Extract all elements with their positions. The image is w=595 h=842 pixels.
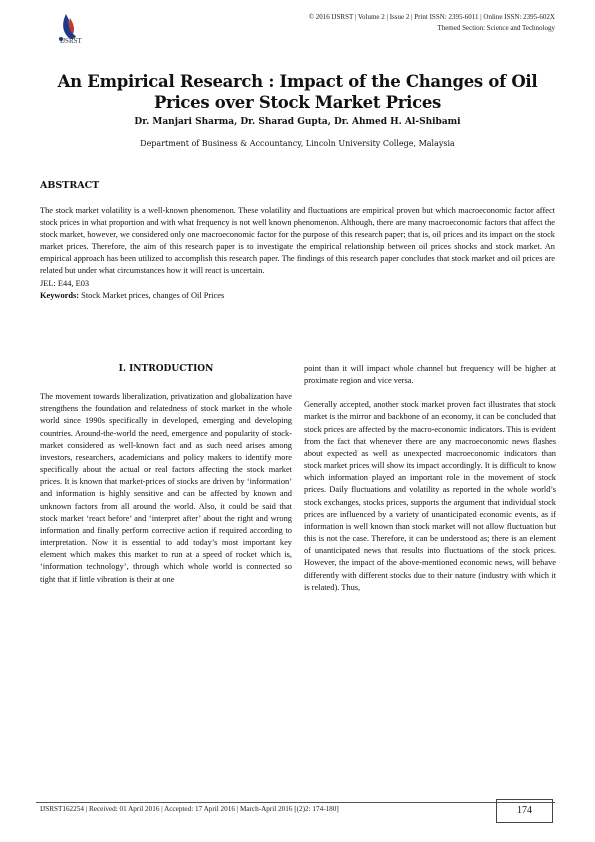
abstract-body — [40, 205, 555, 302]
journal-logo-icon — [52, 12, 102, 54]
abstract-text: The stock market volatility is a well-known phenomenon. These volatility and fluctuations are empirical proven but which macroeconomic factor affect stock prices in what proportion and with what frequency is not well known phenomenon. Although, there are many macroeconomic factors that affect the stock market, however, we considered only one macroeconomic factor for the purpose of this research paper; that is, oil prices and its impact on the stock market prices. Therefore, the aim of this research paper is to investigate the empirical relationship between oil prices shocks and stock market. An empirical approach has been utilized to accomplish this research paper. The findings of this research paper concludes that stock market and oil prices are related but under what circumstances how it will react is uncertain. — [40, 206, 555, 276]
paper-authors: Dr. Manjari Sharma, Dr. Sharad Gupta, Dr. Ahmed H. Al-Shibami — [134, 117, 461, 127]
footer-divider — [36, 802, 555, 803]
journal-header — [309, 12, 555, 34]
author-affiliation: Department of Business & Accountancy, Lincoln University College, Malaysia — [140, 139, 455, 148]
paper-title: An Empirical Research : Impact of the Changes of Oil Prices over Stock Market Prices — [57, 72, 538, 112]
keywords-text: Stock Market prices, changes of Oil Prices — [79, 290, 225, 300]
keywords-label: Keywords: — [40, 290, 80, 300]
footer-citation: IJSRST162254 | Received: 01 April 2016 | Accepted: 17 April 2016 | March-April 2016 [(2)2: 174-180] — [40, 805, 339, 813]
journal-info-line: © 2016 IJSRST | Volume 2 | Issue 2 | Print ISSN: 2395-6011 | Online ISSN: 2395-602X — [308, 13, 555, 21]
journal-logo-text: IJSRST — [60, 37, 82, 45]
intro-paragraph-2: Generally accepted, another stock market proven fact illustrates that stock market is the mirror and backbone of an economy, it can be concluded that stock prices are affected by the macro-economic indicators. This is evident from the fact that whenever there are any macroeconomic news flashes about expected as well as unexpected macroeconomic indicators than stock market prices will show its impact accordingly. It is difficult to know which information played an important role in the movement of stock prices. Daily fluctuations and volatility as reported in the whole world’s stock exchanges, stocks prices, supports the argument that individual stock prices are influenced by a variety of unanticipated economic events, as if information is well known than stock market will not allow fluctuation but this is not the case. Therefore, it can be understood as; there is an element of unanticipated news that results into fluctuations of the stock prices. However, the impact of the above-mentioned economic news, will behave differently with different stocks due to their nature (industry with which it is related). Thus, — [304, 400, 556, 592]
intro-paragraph-1-continued: point than it will impact whole channel but frequency will be higher at proximate region and vice versa. — [304, 364, 556, 386]
jel-codes: JEL: E44, E03 — [40, 278, 90, 288]
themed-section: Themed Section: Science and Technology — [437, 24, 555, 32]
keywords-line — [40, 290, 555, 302]
right-column — [304, 363, 556, 606]
abstract-heading: ABSTRACT — [40, 180, 100, 191]
intro-paragraph-1: The movement towards liberalization, privatization and globalization have strengthens the foundation and relatedness of stock market in the whole world since 1990s specifically in developed, emerging and developing countries. Around-the-world the need, emergence and popularity of stock-market considered as well-known fact and as such need arises among investors, researchers, academicians and policy makers to identify more specifically about the actual or real factors affecting the stock market prices. It is known that market-prices of stocks are driven by ‘information’ and information is highly sensitive and can be affected by known and unknown factors from all around the world. Also, it could be said that stock market ‘react before’ and ‘interpret after’ about the right and wrong information and finally perform corrective action if required according to interpretation. Now it is essential to add today’s most important key element which makes this market to run at a speed of rocket which is, ‘information technology’, through which whole world is connected so tight that if little vibration is their at one — [40, 392, 292, 584]
page-number: 174 — [496, 799, 553, 823]
section-heading-introduction: I. INTRODUCTION — [118, 364, 214, 374]
left-column — [40, 363, 292, 598]
